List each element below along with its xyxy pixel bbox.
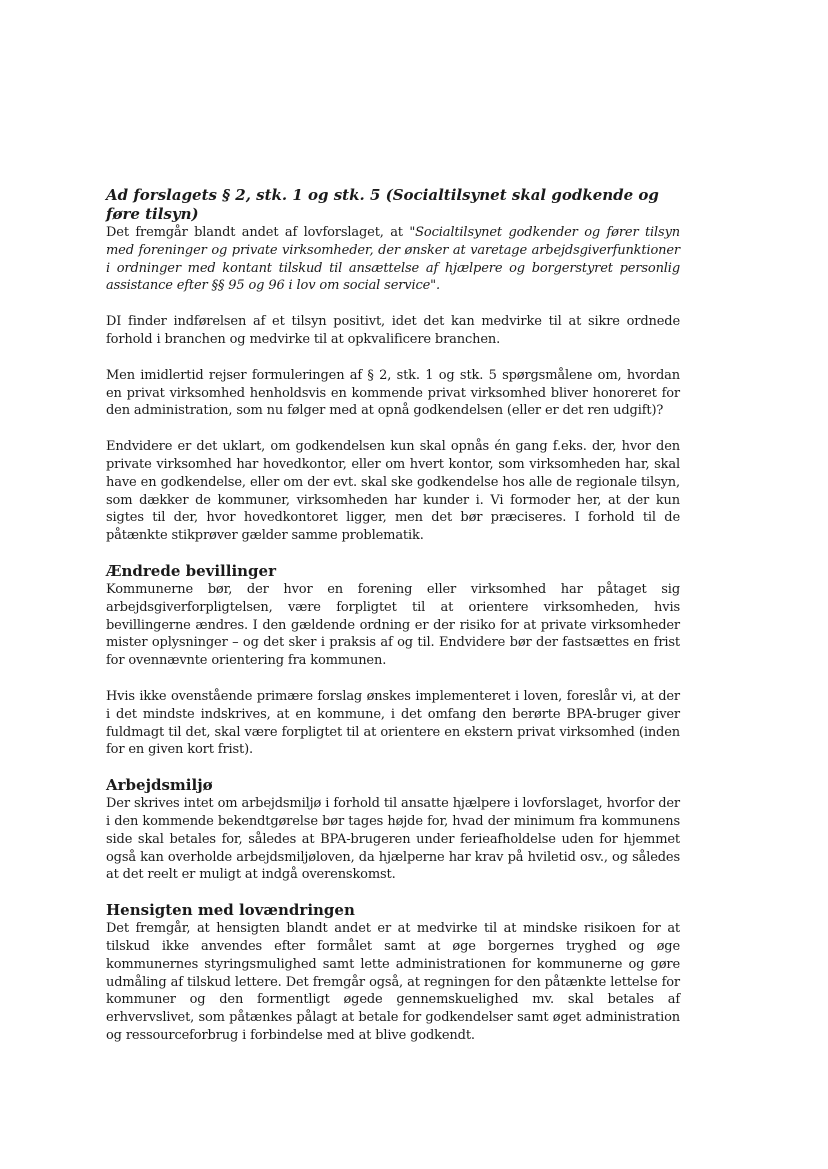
paragraph: Det fremgår, at hensigten blandt andet er at medvirke til at mindske risikoen for at tilskud ikke anvendes efter formålet samt at øge borgernes tryghed og øge kommunernes styringsmulighed samt lette administrationen for kommunerne og gøre udmåling af tilskud lettere. Det fremgår også, at regningen for den påtænkte lettelse for kommuner og den formentligt øgede gennemskuelighed mv. skal betales af erhvervslivet, som påtænkes pålagt at betale for godkendelser samt øget administration og ressourceforbrug i forbindelse med at blive godkendt. — [106, 921, 680, 1043]
paragraph — [106, 224, 680, 295]
section-arbejdsmiljo — [106, 776, 680, 884]
section-heading: Ad forslagets § 2, stk. 1 og stk. 5 (Socialtilsynet skal godkende og føre tilsyn) — [106, 186, 659, 223]
section-socialtilsynet — [106, 186, 680, 545]
section-heading: Ændrede bevillinger — [106, 561, 276, 580]
section-heading: Arbejdsmiljø — [106, 776, 213, 795]
paragraph: Men imidlertid rejser formuleringen af § 2, stk. 1 og stk. 5 spørgsmålene om, hvordan en privat virksomhed henholdsvis en kommende privat virksomhed bliver honoreret for den administration, som nu følger med at opnå godkendelsen (eller er det ren udgift)? — [106, 367, 680, 419]
document-page — [106, 186, 680, 1045]
section-hensigten — [106, 901, 680, 1045]
paragraph-lead: Det fremgår blandt andet af lovforslaget, at — [106, 225, 410, 240]
paragraph: Hvis ikke ovenstående primære forslag ønskes implementeret i loven, foreslår vi, at der i det mindste indskrives, at en kommune, i det omfang den berørte BPA-bruger giver fuldmagt til det, skal være forpligtet til at orientere en ekstern privat virksomhed (inden for en given kort frist). — [106, 688, 680, 758]
paragraph: Endvidere er det uklart, om godkendelsen kun skal opnås én gang f.eks. der, hvor den private virksomhed har hovedkontor, eller om hvert kontor, som virksomheden har, skal have en godkendelse, eller om der evt. skal ske godkendelse hos alle de regionale tilsyn, som dækker de kommuner, virksomheden har kunder i. Vi formoder her, at der kun sigtes til der, hvor hovedkontoret ligger, men det bør præciseres. I forhold til de påtænkte stikprøver gælder samme problematik. — [106, 439, 680, 544]
quoted-text: "Socialtilsynet godkender og fører tilsyn med foreninger og private virksomheder, der ønsker at varetage arbejdsgiverfunktioner i ordninger med kontant tilskud til ansættelse af hjælpere og borgerstyret personlig assistance efter §§ 95 og 96 i lov om social service". — [106, 225, 680, 294]
paragraph: Kommunerne bør, der hvor en forening eller virksomhed har påtaget sig arbejdsgiverforpligtelsen, være forpligtet til at orientere virksomheden, hvis bevillingerne ændres. I den gældende ordning er der risiko for at private virksomheder mister oplysninger – og det sker i praksis af og til. Endvidere bør der fastsættes en frist for ovennævnte orientering fra kommunen. — [106, 581, 680, 669]
paragraph: DI finder indførelsen af et tilsyn positivt, idet det kan medvirke til at sikre ordnede forhold i branchen og medvirke til at opkvalificere branchen. — [106, 314, 680, 347]
section-heading: Hensigten med lovændringen — [106, 901, 355, 920]
paragraph: Der skrives intet om arbejdsmiljø i forhold til ansatte hjælpere i lovforslaget, hvorfor der i den kommende bekendtgørelse bør tages højde for, hvad der minimum fra kommunens side skal betales for, således at BPA-brugeren under ferieafholdelse uden for hjemmet også kan overholde arbejdsmiljøloven, da hjælperne har krav på hviletid osv., og således at det reelt er muligt at indgå overenskomst. — [106, 796, 680, 883]
section-aendrede-bevillinger — [106, 562, 680, 759]
